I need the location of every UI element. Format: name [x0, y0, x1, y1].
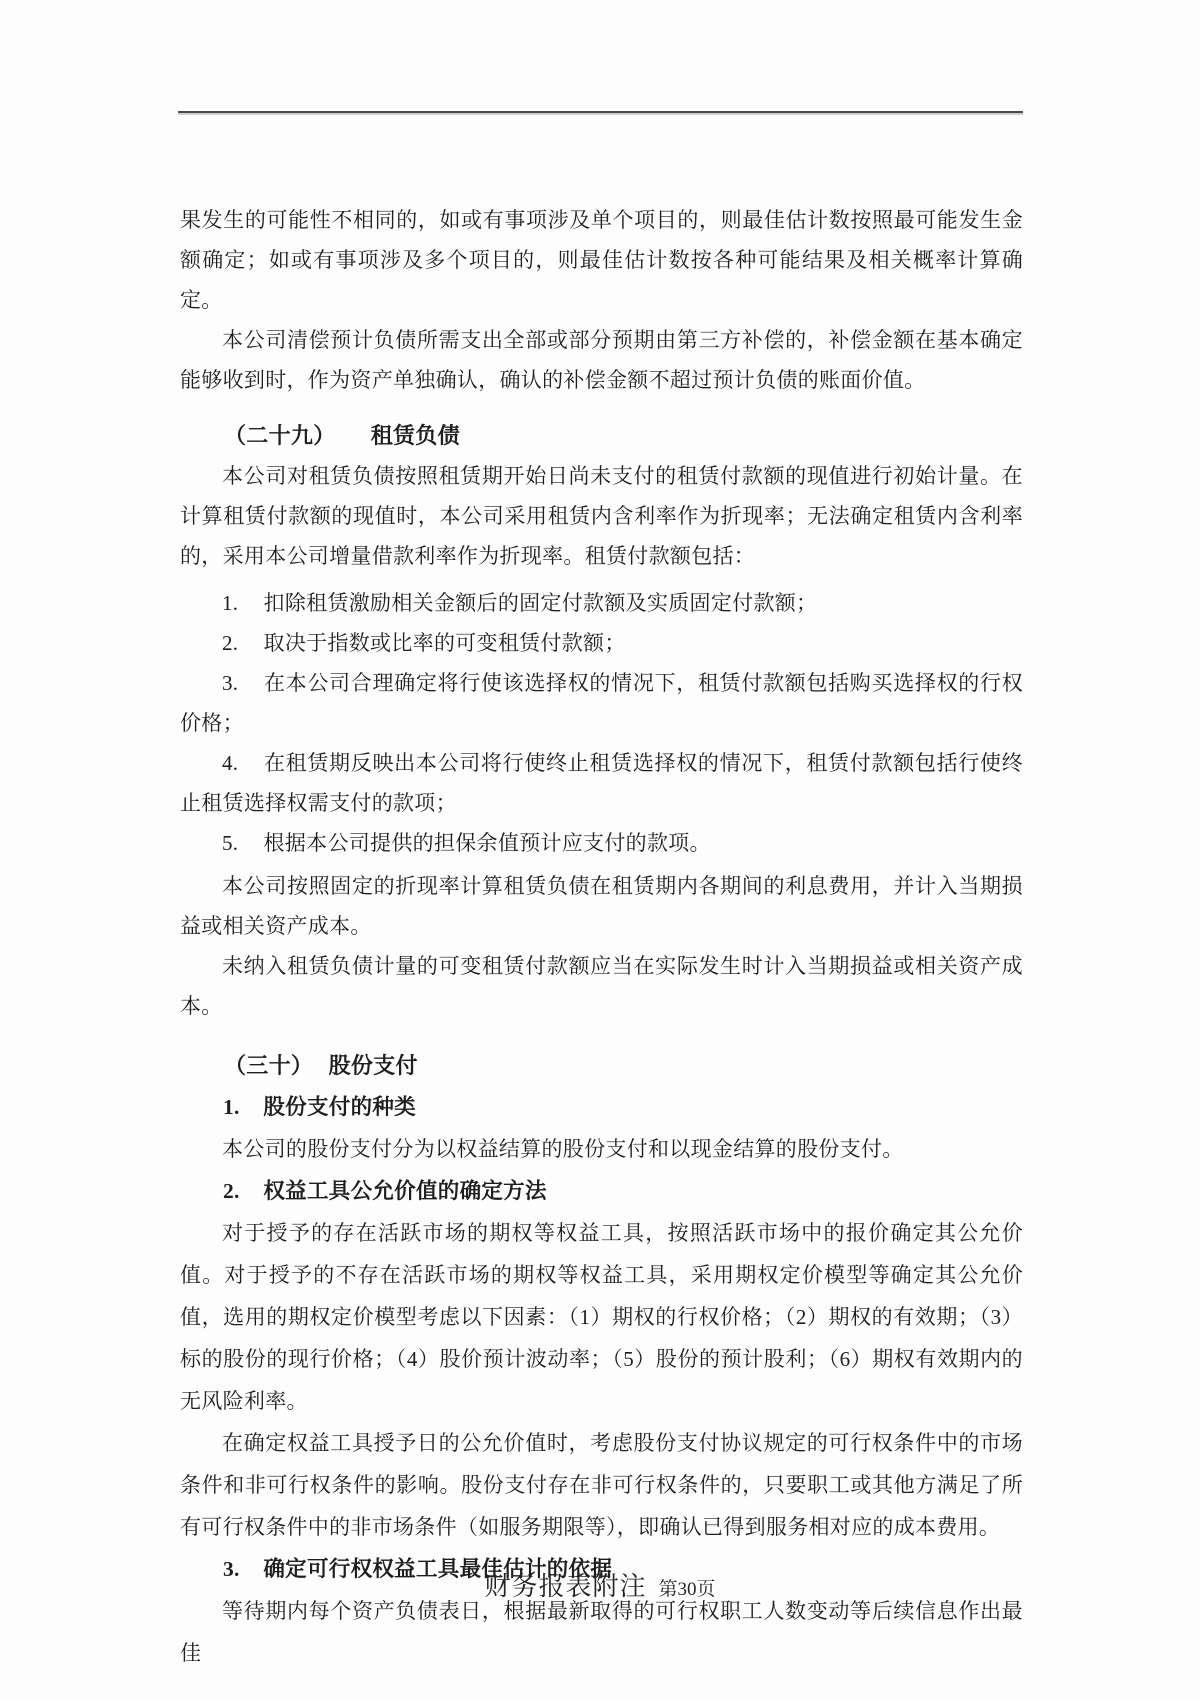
list-item-text: 在租赁期反映出本公司将行使终止租赁选择权的情况下，租赁付款额包括行使终止租赁选择权需支付的款项；: [180, 751, 1023, 815]
list-item: [180, 583, 1023, 623]
subheading-title: 股份支付的种类: [263, 1095, 416, 1119]
paragraph-best-estimate: 等待期内每个资产负债表日，根据最新取得的可行权职工人数变动等后续信息作出最佳: [180, 1599, 1023, 1665]
list-item: [180, 623, 1023, 663]
list-item-number: 5.: [222, 831, 239, 855]
list-item-number: 1.: [222, 591, 239, 615]
lease-payment-list: [180, 583, 1023, 863]
subheading-title: 确定可行权权益工具最佳估计的依据: [263, 1557, 613, 1581]
section-30-title: 股份支付: [328, 1053, 418, 1078]
subheading-number: 1.: [223, 1095, 240, 1119]
section-30-heading: [180, 1046, 1023, 1086]
paragraph-fair-value-1: 对于授予的存在活跃市场的期权等权益工具，按照活跃市场中的报价确定其公允价值。对于授予的不存在活跃市场的期权等权益工具，采用期权定价模型等确定其公允价值，选用的期权定价模型考虑以下因素：（1）期权的行权价格；（2）期权的有效期；（3）标的股份的现行价格；（4）股价预计波动率；（5）股份的预计股利；（6）期权有效期内的无风险利率。: [180, 1221, 1023, 1413]
page-content: [180, 200, 1023, 1674]
paragraph-carryover: 果发生的可能性不相同的，如或有事项涉及单个项目的，则最佳估计数按照最可能发生金额确定；如或有事项涉及多个项目的，则最佳估计数按各种可能结果及相关概率计算确定。: [180, 208, 1023, 312]
section-29-number: （二十九）: [224, 423, 336, 448]
list-item-text: 扣除租赁激励相关金额后的固定付款额及实质固定付款额；: [263, 591, 818, 615]
subheading-number: 3.: [223, 1557, 240, 1581]
list-item-text: 在本公司合理确定将行使该选择权的情况下，租赁付款额包括购买选择权的行权价格；: [180, 671, 1023, 735]
section-29-heading: [180, 416, 1023, 456]
paragraph-compensation: 本公司清偿预计负债所需支出全部或部分预期由第三方补偿的，补偿金额在基本确定能够收到时，作为资产单独确认，确认的补偿金额不超过预计负债的账面价值。: [180, 328, 1023, 392]
subheading-fair-value-method: [180, 1170, 1023, 1212]
list-item-number: 2.: [222, 631, 239, 655]
paragraph-interest-expense: 本公司按照固定的折现率计算租赁负债在租赁期内各期间的利息费用，并计入当期损益或相关资产成本。: [180, 874, 1023, 938]
section-29-title: 租赁负债: [370, 423, 460, 448]
paragraph-fair-value-2: 在确定权益工具授予日的公允价值时，考虑股份支付协议规定的可行权条件中的市场条件和非可行权条件的影响。股份支付存在非可行权条件的，只要职工或其他方满足了所有可行权条件中的非市场条件（如服务期限等），即确认已得到服务相对应的成本费用。: [180, 1431, 1023, 1539]
list-item: [180, 823, 1023, 863]
list-item-text: 根据本公司提供的担保余值预计应支付的款项。: [263, 831, 711, 855]
subheading-number: 2.: [223, 1179, 240, 1203]
footer-page-number: 第30页: [658, 1579, 716, 1600]
list-item-text: 取决于指数或比率的可变租赁付款额；: [263, 631, 626, 655]
subheading-share-payment-types: [180, 1086, 1023, 1128]
section-29-intro: 本公司对租赁负债按照租赁期开始日尚未支付的租赁付款额的现值进行初始计量。在计算租赁付款额的现值时，本公司采用租赁内含利率作为折现率；无法确定租赁内含利率的，采用本公司增量借款利率作为折现率。租赁付款额包括：: [180, 464, 1023, 568]
section-30-number: （三十）: [224, 1053, 314, 1078]
header-rule: [178, 111, 1023, 113]
paragraph-share-payment-types: 本公司的股份支付分为以权益结算的股份支付和以现金结算的股份支付。: [222, 1137, 904, 1161]
paragraph-variable-payments: 未纳入租赁负债计量的可变租赁付款额应当在实际发生时计入当期损益或相关资产成本。: [180, 954, 1023, 1018]
list-item-number: 3.: [222, 671, 239, 695]
list-item-number: 4.: [222, 751, 239, 775]
subheading-title: 权益工具公允价值的确定方法: [263, 1179, 547, 1203]
page-footer: [0, 1566, 1200, 1603]
footer-title: 财务报表附注: [484, 1572, 647, 1601]
list-item: [180, 663, 1023, 743]
list-item: [180, 743, 1023, 823]
